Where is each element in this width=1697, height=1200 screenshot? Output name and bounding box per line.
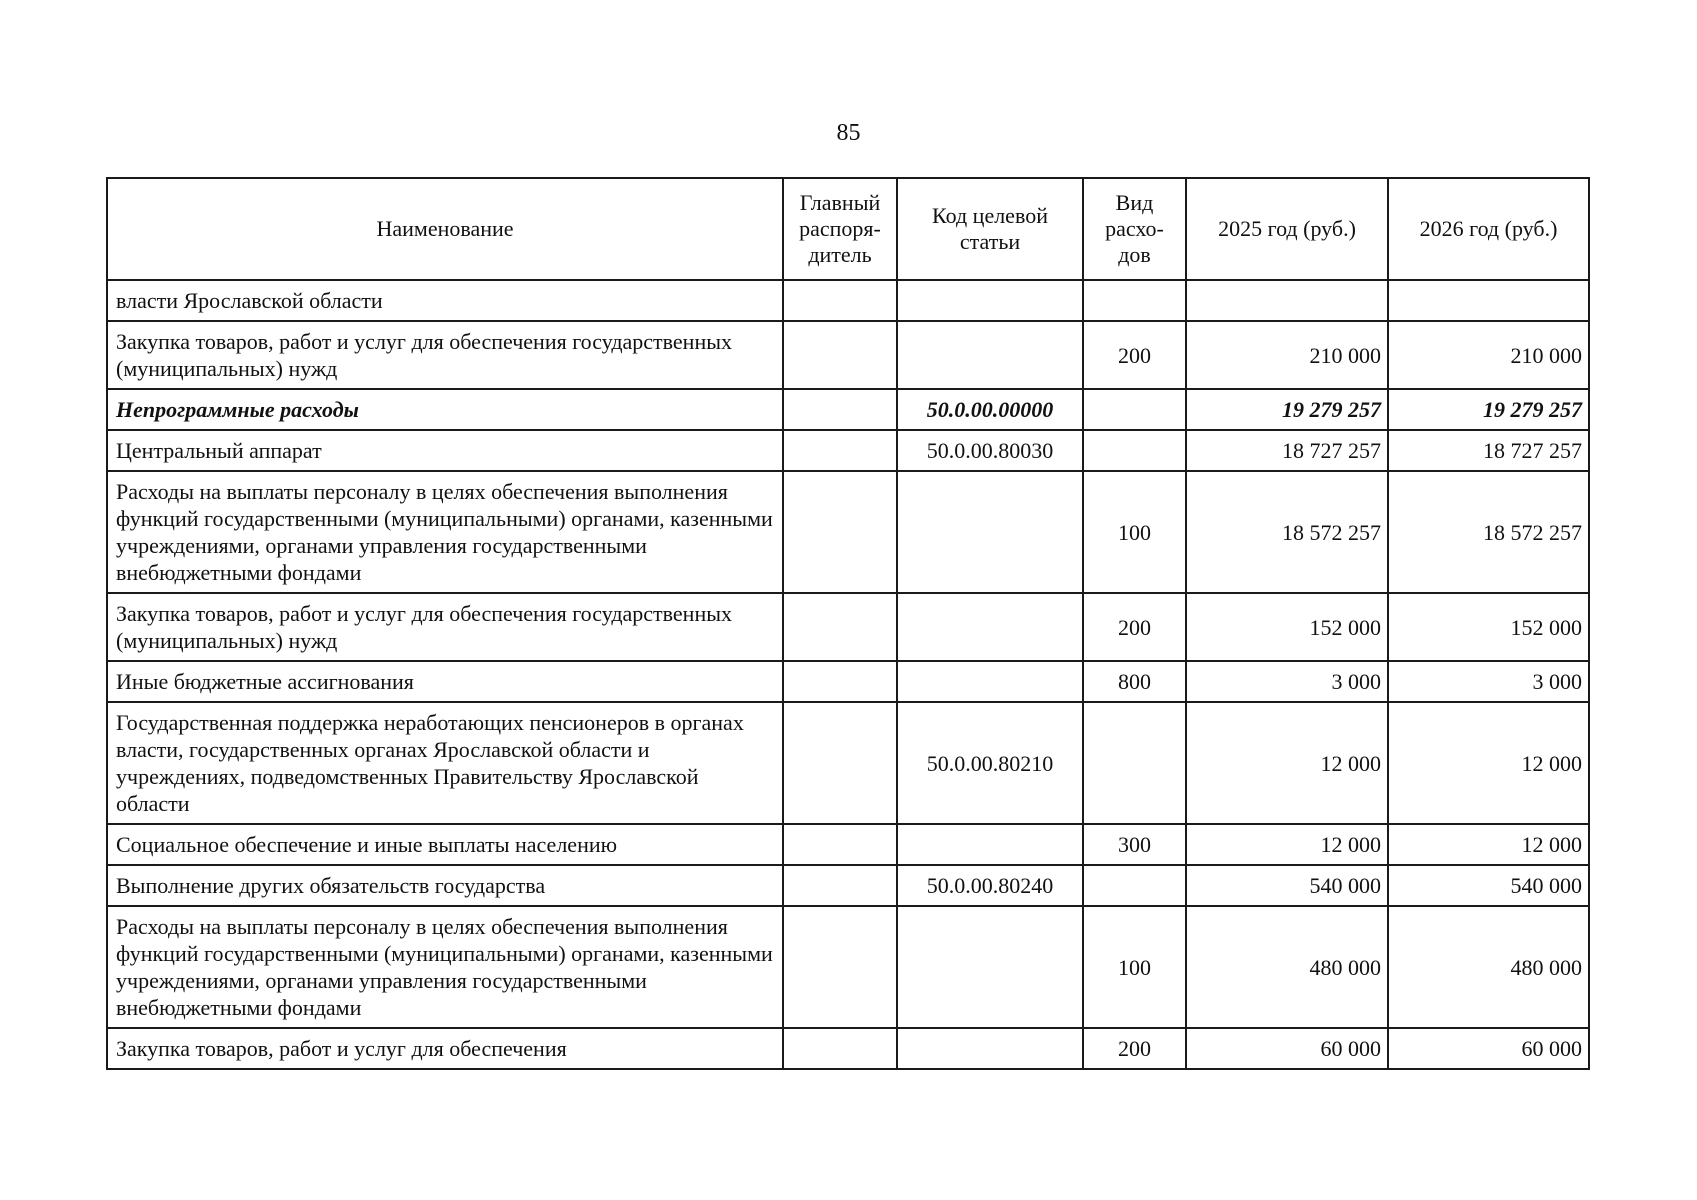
- cell-year-2025: 12 000: [1186, 824, 1388, 865]
- cell-expense-kind: 200: [1083, 1028, 1186, 1069]
- cell-target-code: [897, 824, 1083, 865]
- table-row: [107, 824, 1589, 865]
- cell-name: Закупка товаров, работ и услуг для обеспечения государственных (муниципальных) нужд: [107, 593, 783, 661]
- table-row: [107, 661, 1589, 702]
- header-main-manager: Главный распоря-дитель: [783, 178, 897, 280]
- cell-main-manager: [783, 661, 897, 702]
- cell-year-2026: 60 000: [1388, 1028, 1589, 1069]
- cell-main-manager: [783, 471, 897, 593]
- cell-year-2026: 210 000: [1388, 321, 1589, 389]
- cell-target-code: [897, 471, 1083, 593]
- table-row: [107, 389, 1589, 430]
- cell-year-2025: 540 000: [1186, 865, 1388, 906]
- cell-target-code: [897, 1028, 1083, 1069]
- cell-year-2025: 19 279 257: [1186, 389, 1388, 430]
- cell-name: Непрограммные расходы: [107, 389, 783, 430]
- cell-target-code: 50.0.00.80030: [897, 430, 1083, 471]
- cell-target-code: 50.0.00.00000: [897, 389, 1083, 430]
- table-row: [107, 280, 1589, 321]
- cell-target-code: 50.0.00.80210: [897, 702, 1083, 824]
- cell-main-manager: [783, 593, 897, 661]
- cell-expense-kind: 100: [1083, 471, 1186, 593]
- cell-target-code: [897, 906, 1083, 1028]
- header-target-code: Код целевой статьи: [897, 178, 1083, 280]
- cell-main-manager: [783, 430, 897, 471]
- header-name: Наименование: [107, 178, 783, 280]
- cell-year-2025: 480 000: [1186, 906, 1388, 1028]
- cell-year-2026: 12 000: [1388, 824, 1589, 865]
- table-row: [107, 593, 1589, 661]
- table-row: [107, 471, 1589, 593]
- cell-target-code: [897, 321, 1083, 389]
- cell-year-2026: 152 000: [1388, 593, 1589, 661]
- cell-name: власти Ярославской области: [107, 280, 783, 321]
- cell-year-2026: 540 000: [1388, 865, 1589, 906]
- cell-year-2026: 18 572 257: [1388, 471, 1589, 593]
- cell-expense-kind: 100: [1083, 906, 1186, 1028]
- table-row: [107, 906, 1589, 1028]
- cell-expense-kind: [1083, 280, 1186, 321]
- cell-name: Социальное обеспечение и иные выплаты населению: [107, 824, 783, 865]
- cell-year-2025: 12 000: [1186, 702, 1388, 824]
- cell-main-manager: [783, 702, 897, 824]
- cell-name: Закупка товаров, работ и услуг для обеспечения: [107, 1028, 783, 1069]
- cell-main-manager: [783, 321, 897, 389]
- table-row: [107, 1028, 1589, 1069]
- cell-year-2025: 18 572 257: [1186, 471, 1388, 593]
- cell-name: Расходы на выплаты персоналу в целях обеспечения выполнения функций государственными (муниципальными) органами, казенными учреждениями, органами управления государственными внебюджетными фондами: [107, 471, 783, 593]
- cell-year-2026: 19 279 257: [1388, 389, 1589, 430]
- cell-main-manager: [783, 389, 897, 430]
- cell-name: Закупка товаров, работ и услуг для обеспечения государственных (муниципальных) нужд: [107, 321, 783, 389]
- cell-main-manager: [783, 865, 897, 906]
- cell-target-code: [897, 661, 1083, 702]
- header-year-2025: 2025 год (руб.): [1186, 178, 1388, 280]
- cell-year-2025: 60 000: [1186, 1028, 1388, 1069]
- cell-name: Центральный аппарат: [107, 430, 783, 471]
- cell-main-manager: [783, 280, 897, 321]
- cell-year-2025: 18 727 257: [1186, 430, 1388, 471]
- cell-year-2026: 480 000: [1388, 906, 1589, 1028]
- cell-year-2025: [1186, 280, 1388, 321]
- table-row: [107, 702, 1589, 824]
- cell-target-code: 50.0.00.80240: [897, 865, 1083, 906]
- cell-main-manager: [783, 906, 897, 1028]
- cell-expense-kind: [1083, 389, 1186, 430]
- cell-year-2026: 12 000: [1388, 702, 1589, 824]
- table-header-row: [107, 178, 1589, 280]
- cell-year-2026: [1388, 280, 1589, 321]
- cell-target-code: [897, 593, 1083, 661]
- table-row: [107, 321, 1589, 389]
- table-row: [107, 865, 1589, 906]
- cell-target-code: [897, 280, 1083, 321]
- cell-year-2026: 18 727 257: [1388, 430, 1589, 471]
- table-row: [107, 430, 1589, 471]
- cell-year-2025: 152 000: [1186, 593, 1388, 661]
- cell-expense-kind: 300: [1083, 824, 1186, 865]
- cell-expense-kind: [1083, 702, 1186, 824]
- cell-year-2025: 3 000: [1186, 661, 1388, 702]
- header-year-2026: 2026 год (руб.): [1388, 178, 1589, 280]
- cell-expense-kind: 200: [1083, 321, 1186, 389]
- budget-table: [106, 177, 1590, 1070]
- cell-expense-kind: [1083, 430, 1186, 471]
- cell-name: Выполнение других обязательств государства: [107, 865, 783, 906]
- cell-year-2025: 210 000: [1186, 321, 1388, 389]
- cell-year-2026: 3 000: [1388, 661, 1589, 702]
- cell-name: Иные бюджетные ассигнования: [107, 661, 783, 702]
- header-expense-kind: Вид расхо-дов: [1083, 178, 1186, 280]
- cell-expense-kind: [1083, 865, 1186, 906]
- cell-expense-kind: 800: [1083, 661, 1186, 702]
- cell-main-manager: [783, 824, 897, 865]
- cell-expense-kind: 200: [1083, 593, 1186, 661]
- cell-name: Государственная поддержка неработающих пенсионеров в органах власти, государственных органах Ярославской области и учреждениях, подведомственных Правительству Ярославской области: [107, 702, 783, 824]
- cell-name: Расходы на выплаты персоналу в целях обеспечения выполнения функций государственными (муниципальными) органами, казенными учреждениями, органами управления государственными внебюджетными фондами: [107, 906, 783, 1028]
- cell-main-manager: [783, 1028, 897, 1069]
- page-number: 85: [836, 120, 861, 146]
